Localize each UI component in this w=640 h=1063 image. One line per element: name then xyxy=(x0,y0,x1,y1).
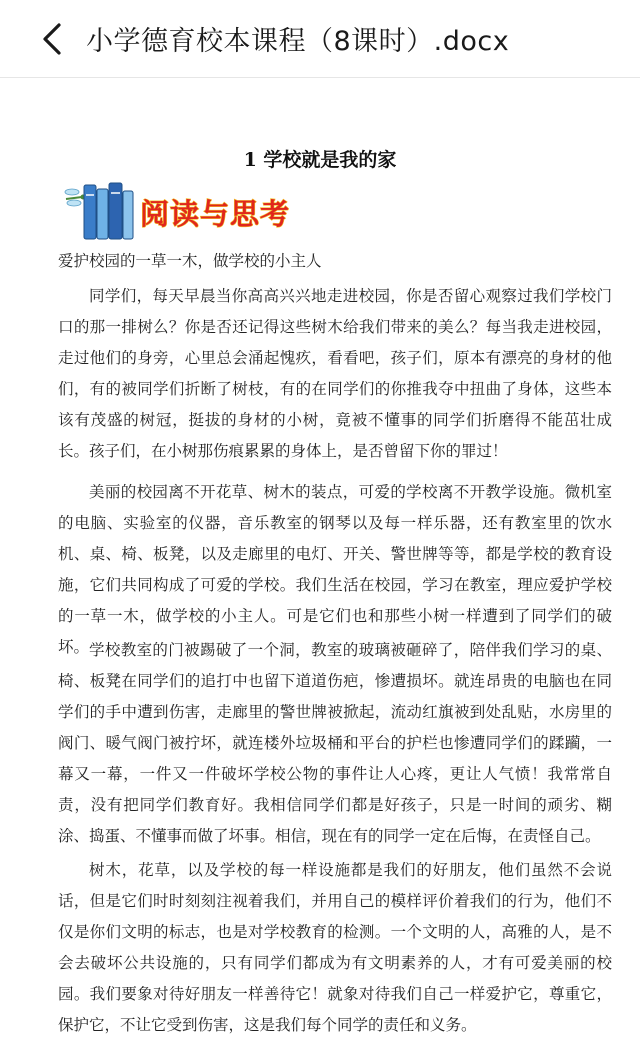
document-subtitle: 爱护校园的一草一木，做学校的小主人 xyxy=(58,252,322,270)
top-bar xyxy=(0,0,640,78)
reading-banner xyxy=(60,179,310,245)
dragonfly-icon xyxy=(65,189,86,206)
document-title: 小学德育校本课程（8课时）.docx xyxy=(86,26,510,57)
document-heading: 1 学校就是我的家 xyxy=(243,149,397,171)
document-page[interactable] xyxy=(0,79,640,1063)
paragraph: 美丽的校园离不开花草、树木的装点，可爱的学校离不开教学设施。微机室的电脑、实验室的仪器，音乐教室的钢琴以及每一样乐器，还有教室里的饮水机、桌、椅、板凳，以及走廊里的电灯、开关、警世牌等等，都是学校的教育设施，它们共同构成了可爱的学校。我们生活在校园，学习在教室，理应爱护学校的一草一木，做学校的小主人。可是它们也和那些小树一样遭到了同学们的破坏。 xyxy=(58,483,612,656)
books-icon xyxy=(84,183,133,239)
back-button[interactable] xyxy=(22,0,82,78)
paragraph: 同学们，每天早晨当你高高兴兴地走进校园，你是否留心观察过我们学校门口的那一排树么？你是否还记得这些树木给我们带来的美么？每当我走进校园，走过他们的身旁，心里总会涌起愧疚，看看吧，孩子们，原本有漂亮的身材的他们，有的被同学们折断了树枝，有的在同学们的你推我夺中扭曲了身体，这些本该有茂盛的树冠，挺拔的身材的小树，竟被不懂事的同学们折磨得不能茁壮成长。孩子们，在小树那伤痕累累的身体上，是否曾留下你的罪过！ xyxy=(58,287,612,460)
paragraph: 学校教室的门被踢破了一个洞，教室的玻璃被砸碎了，陪伴我们学习的桌、椅、板凳在同学们的追打中也留下道道伤疤，惨遭损坏。就连昂贵的电脑也在同学们的手中遭到伤害，走廊里的警世牌被掀起，流动红旗被到处乱贴，水房里的阀门、暖气阀门被拧坏，就连楼外垃圾桶和平台的护栏也惨遭同学们的蹂躏，一幕又一幕，一件又一件破坏学校公物的事件让人心疼，更让人气愤！我常常自责，没有把同学们教育好。我相信同学们都是好孩子，只是一时间的顽劣、糊涂、捣蛋、不懂事而做了坏事。相信，现在有的同学一定在后悔，在责怪自己。 xyxy=(58,641,612,845)
banner-text: 阅读与思考 xyxy=(140,197,291,231)
paragraph: 树木，花草，以及学校的每一样设施都是我们的好朋友，他们虽然不会说话，但是它们时时刻刻注视着我们，并用自己的模样评价着我们的行为，他们不仅是你们文明的标志，也是对学校教育的检测。一个文明的人，高雅的人，是不会去破坏公共设施的，只有同学们都成为有文明素养的人，才有可爱美丽的校园。我们要象对待好朋友一样善待它！就象对待我们自己一样爱护它，尊重它，保护它，不让它受到伤害，这是我们每个同学的责任和义务。 xyxy=(58,861,612,1034)
chevron-left-icon xyxy=(39,22,65,56)
